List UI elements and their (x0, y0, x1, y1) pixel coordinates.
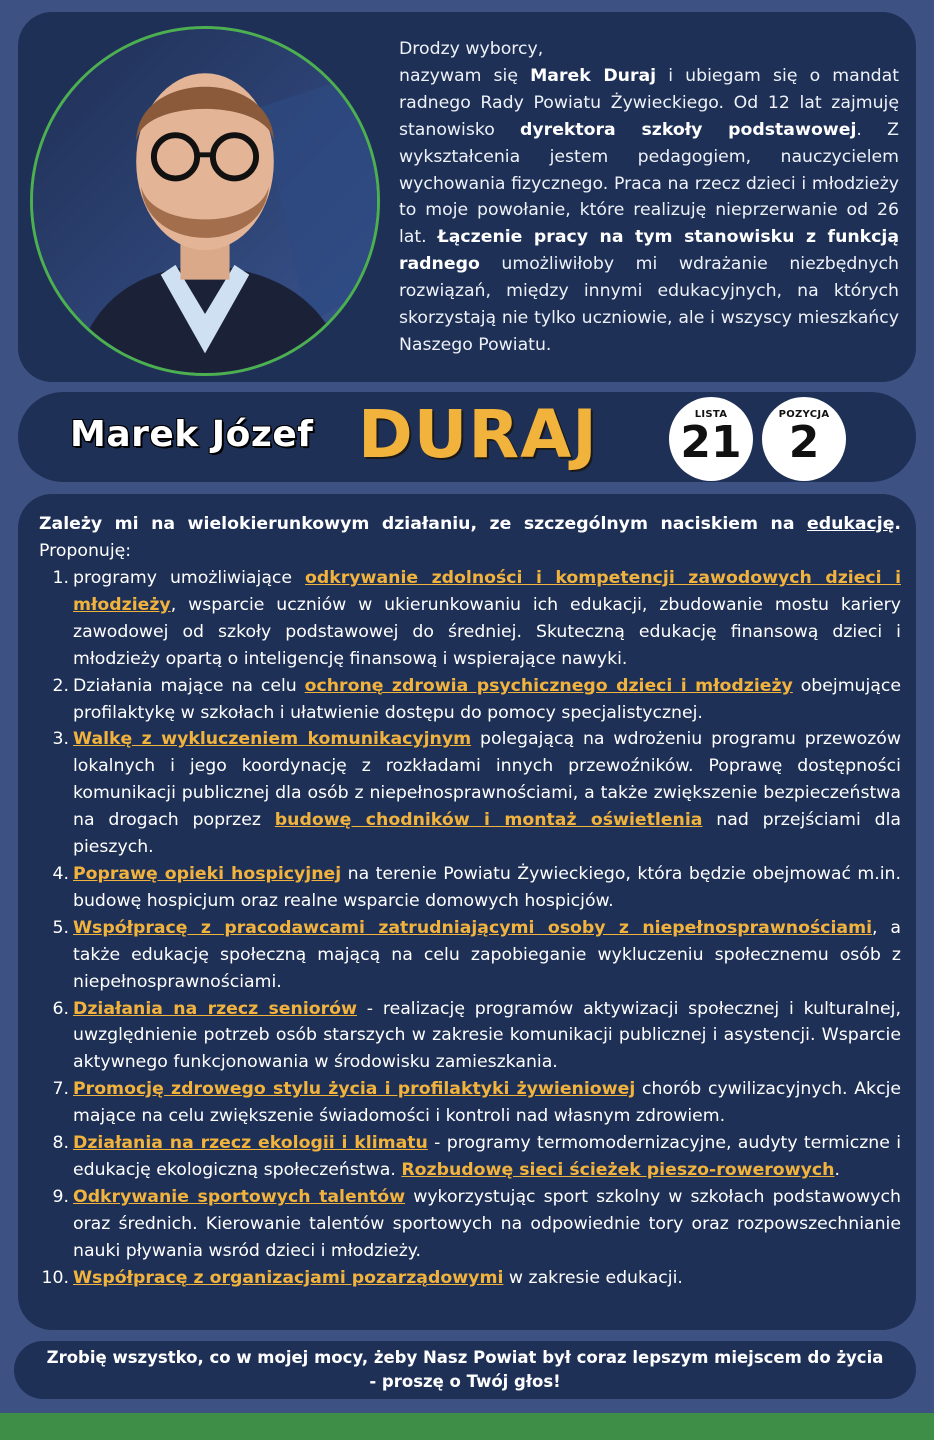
item-highlight: Działania na rzecz ekologii i klimatu (73, 1133, 428, 1154)
candidate-last-name: DURAJ (358, 396, 598, 473)
item-number: 6. (52, 998, 69, 1019)
list-item (39, 565, 901, 673)
intro-part: i ubiegam się o mandat radnego Rady Powiatu Żywieckiego. Od 12 lat zajmuję stanowisko (399, 65, 899, 140)
item-text: polegającą na wdrożeniu programu przewozów lokalnych i jego koordynację z rozkładami innych przewoźników. Poprawę dostępności komunikacji publicznej dla osób z niepełnosprawnościami, a także zwiększenie bezpieczeństwa na drogach poprzez (73, 729, 902, 831)
item-text: programy umożliwiające (73, 568, 306, 588)
item-text: wykorzystując sport szkolny w szkołach podstawowych oraz średnich. Kierowanie talentów sportowych na odpowiednie tory oraz rozpowszechnianie nauki pływania wsród dzieci i młodzieży. (73, 1186, 901, 1261)
item-text: Działania mające na celu (73, 675, 305, 696)
list-item (39, 996, 901, 1077)
item-highlight: ochronę zdrowia psychicznego dzieci i młodzieży (304, 675, 793, 696)
item-number: 9. (52, 1186, 69, 1207)
list-item (39, 1184, 901, 1265)
list-item (39, 726, 901, 861)
item-highlight: Działania na rzecz seniorów (73, 998, 357, 1019)
list-label: LISTA (694, 409, 728, 420)
item-number: 8. (52, 1133, 69, 1154)
item-text: chorób cywilizacyjnych. Akcje mające na celu zwiększenie świadomości i kontroli nad własnym zdrowiem. (73, 1079, 902, 1127)
item-text: , a także edukację społeczną mającą na celu zapobieganie wykluczeniu społecznemu osób z niepełnosprawnościami. (73, 917, 902, 992)
item-highlight: budowę chodników i montaż oświetlenia (274, 810, 703, 831)
portrait-illustration (33, 29, 377, 373)
program-intro (39, 511, 901, 565)
item-text: obejmujące profilaktykę w szkołach i ułatwienie dostępu do pomocy specjalistycznej. (73, 675, 902, 723)
closing-line-2: - proszę o Twój głos! (369, 1372, 561, 1391)
list-item (39, 673, 901, 727)
greeting: Drodzy wyborcy, (399, 39, 544, 59)
item-highlight: Odkrywanie sportowych talentów (73, 1186, 406, 1207)
program-lead-underline: edukację (806, 514, 895, 534)
list-badge (669, 397, 753, 481)
item-number: 2. (52, 675, 69, 696)
item-text: , wsparcie uczniów w ukierunkowaniu ich edukacji, zbudowanie mostu kariery zawodowej od szkoły podstawowej do średniej. Skuteczną edukację finansową dzieci i młodzieży opartą o inteligencję finansową i wspierające nawyki. (73, 594, 901, 669)
item-text: . (834, 1159, 840, 1180)
list-item (39, 1265, 901, 1292)
item-number: 3. (52, 729, 69, 750)
position-label: POZYCJA (778, 409, 830, 420)
item-number: 4. (52, 863, 69, 884)
list-item (39, 1076, 901, 1130)
intro-bold-role: Łączenie pracy na tym stanowisku z funkcją radnego (399, 227, 899, 275)
list-item (39, 915, 901, 996)
item-text: na terenie Powiatu Żywieckiego, która będzie obejmować m.in. budowę hospicjum oraz realne wsparcie domowych hospicjów. (73, 863, 901, 911)
intro-part: . Z wykształcenia jestem pedagogiem, nauczycielem wychowania fizycznego. Praca na rzecz dzieci i młodzieży to moje powołanie, które realizuję nieprzerwanie od 26 lat. (399, 119, 899, 248)
program-list (39, 565, 901, 1291)
program-panel (18, 494, 916, 1330)
intro-panel (18, 12, 916, 382)
candidate-portrait (30, 26, 380, 376)
candidate-first-names: Marek Józef (70, 414, 314, 455)
item-number: 1. (52, 568, 69, 588)
item-number: 5. (52, 917, 69, 938)
program-lead: Zależy mi na wielokierunkowym działaniu, ze szczególnym naciskiem na (39, 514, 807, 534)
intro-text (399, 36, 899, 359)
item-text: w zakresie edukacji. (503, 1267, 683, 1288)
item-highlight: Rozbudowę sieci ścieżek pieszo-rowerowych (401, 1159, 835, 1180)
footer-green-bar (0, 1413, 934, 1440)
item-highlight: odkrywanie zdolności i kompetencji zawodowych dzieci i młodzieży (73, 568, 901, 615)
item-text: - programy termomodernizacyjne, audyty termiczne i edukację ekologiczną społeczeństwa. (73, 1133, 901, 1180)
program-lead-end: . (894, 514, 901, 534)
item-text: - realizację programów aktywizacji społecznej i kulturalnej, uwzględnienie potrzeb osób starszych w zakresie komunikacji publicznej i asystencji. Wsparcie aktywnego funkcjonowania w środowisku zamieszkania. (73, 998, 901, 1073)
closing-line-1: Zrobię wszystko, co w mojej mocy, żeby Nasz Powiat był coraz lepszym miejscem do życia (46, 1348, 884, 1367)
list-number: 21 (680, 417, 742, 468)
item-number: 7. (52, 1079, 69, 1100)
intro-part: umożliwiłoby mi wdrażanie niezbędnych rozwiązań, między innymi edukacyjnych, na których skorzystają nie tylko uczniowie, ale i wszyscy mieszkańcy Naszego Powiatu. (399, 254, 899, 355)
intro-part: nazywam się (399, 65, 531, 86)
program-propose: Proponuję: (39, 540, 132, 561)
intro-bold-position: dyrektora szkoły podstawowej (520, 119, 857, 140)
item-highlight: Współpracę z organizacjami pozarządowymi (73, 1267, 504, 1288)
closing-text (34, 1346, 896, 1394)
closing-panel (14, 1341, 916, 1399)
list-item (39, 861, 901, 915)
item-highlight: Poprawę opieki hospicyjnej (73, 863, 342, 884)
item-highlight: Współpracę z pracodawcami zatrudniającymi osoby z niepełnosprawnościami (73, 917, 873, 938)
item-text: nad przejściami dla pieszych. (73, 810, 902, 858)
intro-bold-name: Marek Duraj (530, 65, 657, 86)
item-highlight: Walkę z wykluczeniem komunikacyjnym (73, 729, 472, 750)
position-badge (762, 397, 846, 481)
name-bar (18, 392, 916, 482)
list-item (39, 1130, 901, 1184)
position-number: 2 (788, 417, 820, 468)
item-number: 10. (41, 1267, 69, 1288)
item-highlight: Promocję zdrowego stylu życia i profilaktyki żywieniowej (73, 1079, 636, 1100)
